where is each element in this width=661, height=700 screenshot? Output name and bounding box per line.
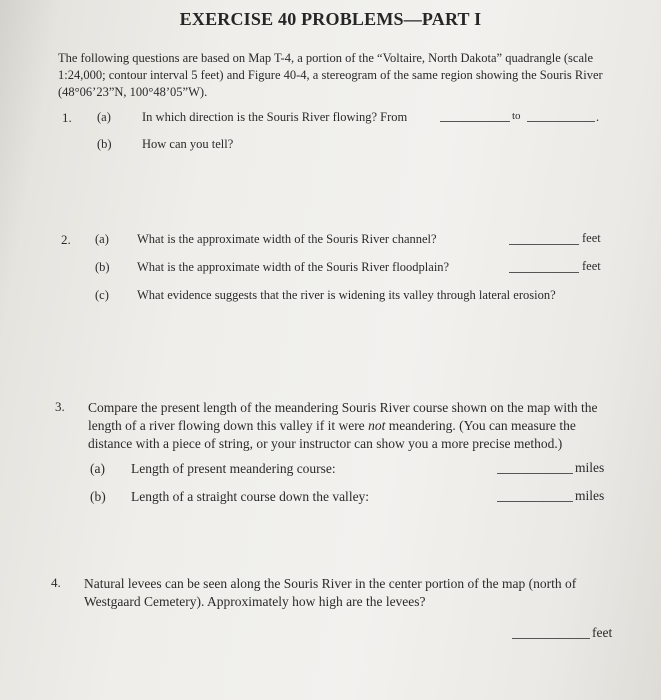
q3-text-emphasis: not — [368, 418, 386, 433]
q1a-text: In which direction is the Souris River flowing? From — [142, 110, 408, 124]
q3b-answer-blank[interactable] — [497, 490, 573, 502]
q3a-label: (a) — [90, 461, 105, 476]
q1b-text: How can you tell? — [142, 137, 234, 151]
q2a-unit: feet — [582, 231, 601, 245]
q1a-from-blank[interactable] — [440, 110, 510, 122]
q4-text: Natural levees can be seen along the Souris River in the center portion of the map (north of Westgaard Cemetery). Approximately how high are the levees? — [84, 576, 577, 609]
q4-answer-blank[interactable] — [512, 627, 590, 639]
q2a-label: (a) — [95, 232, 109, 246]
q1-number: 1. — [62, 110, 72, 125]
q1a-period: . — [596, 110, 600, 124]
q3a-unit: miles — [575, 460, 605, 475]
q3a-text: Length of present meandering course: — [131, 461, 336, 476]
q3b-text: Length of a straight course down the valley: — [131, 489, 370, 504]
q2b-unit: feet — [582, 259, 601, 273]
q3b-label: (b) — [90, 489, 106, 504]
page-title: EXERCISE 40 PROBLEMS—PART I — [179, 9, 482, 29]
q3a-answer-blank[interactable] — [497, 462, 573, 474]
q2b-text: What is the approximate width of the Souris River floodplain? — [137, 260, 450, 274]
q4-unit: feet — [592, 625, 613, 640]
intro-paragraph: The following questions are based on Map T-4, a portion of the “Voltaire, North Dakota” quadrangle (scale 1:24,000; contour interval 5 feet) and Figure 40-4, a stereogram of the same region showing the Souris River (48°06’23”N, 100°48’05”W). — [58, 51, 603, 99]
q3b-unit: miles — [575, 488, 605, 503]
q2-number: 2. — [61, 232, 71, 247]
q1a-to-blank[interactable] — [527, 110, 595, 122]
q2b-label: (b) — [95, 260, 110, 274]
q3-paragraph — [88, 399, 613, 453]
q1a-label: (a) — [97, 110, 111, 124]
q1b-label: (b) — [97, 137, 112, 151]
q2c-text: What evidence suggests that the river is widening its valley through lateral erosion? — [137, 288, 556, 302]
q3-text-pre: Compare the present length of the meandering Souris River course shown on the map with the length of a river flowing down this valley if it were — [88, 400, 598, 433]
q4-number: 4. — [51, 575, 61, 590]
q1a-to-label: to — [512, 110, 521, 122]
q2c-label: (c) — [95, 288, 109, 302]
q3-text-post: meandering. (You can measure the distance with a piece of string, or your instructor can show you a more precise method.) — [88, 418, 576, 451]
q2b-answer-blank[interactable] — [509, 261, 579, 273]
q2a-answer-blank[interactable] — [509, 233, 579, 245]
q3-number: 3. — [55, 399, 65, 414]
q2a-text: What is the approximate width of the Souris River channel? — [137, 232, 437, 246]
